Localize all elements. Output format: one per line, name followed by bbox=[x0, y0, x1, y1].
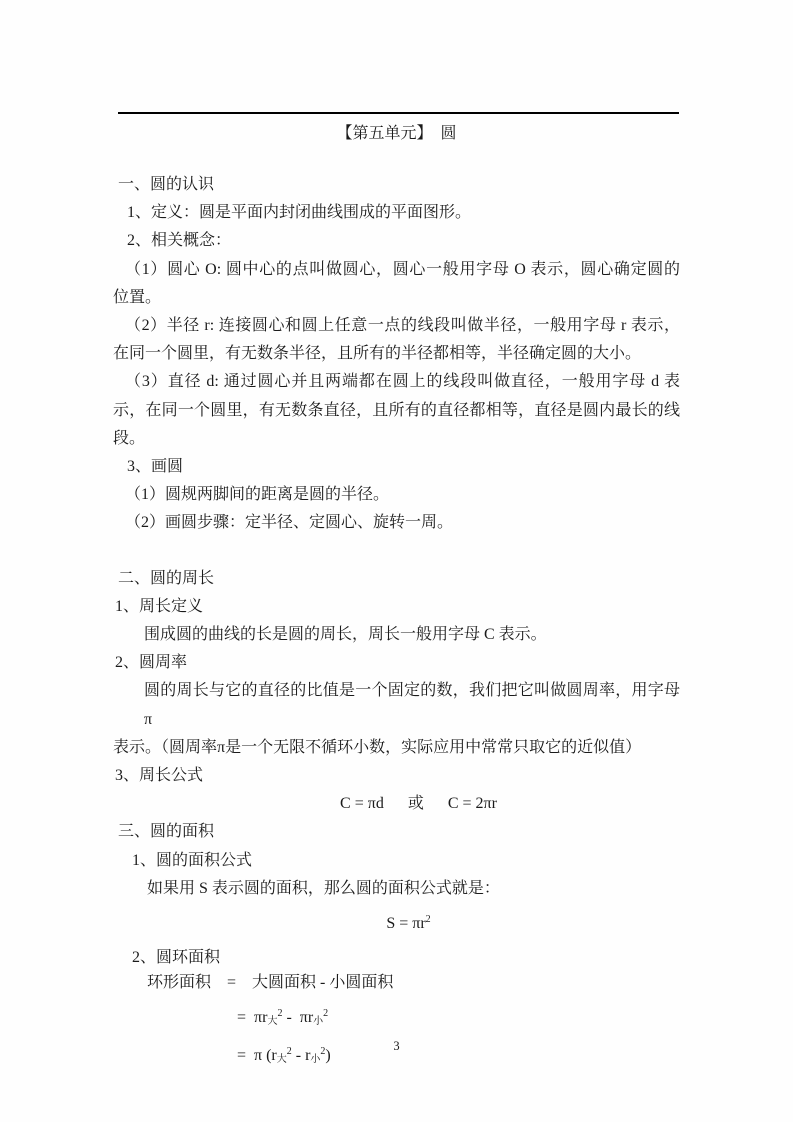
text-line: 围成圆的曲线的长是圆的周长，周长一般用字母 C 表示。 bbox=[144, 626, 547, 644]
text-line: （2）画圆步骤：定半径、定圆心、旋转一周。 bbox=[125, 514, 454, 532]
text-line: （3）直径 d: 通过圆心并且两端都在圆上的线段叫做直径，一般用字母 d 表 bbox=[125, 373, 680, 391]
formula-line bbox=[113, 906, 680, 938]
text-line: 2、相关概念： bbox=[127, 232, 232, 250]
text-line: 1、圆的面积公式 bbox=[132, 851, 253, 869]
formula-text: ) bbox=[325, 1046, 331, 1064]
formula-sub: 小 bbox=[313, 1015, 324, 1027]
page-number: 3 bbox=[393, 1039, 400, 1053]
text-line: 2、圆周率 bbox=[115, 654, 188, 672]
text-line: 如果用 S 表示圆的面积，那么圆的面积公式就是： bbox=[147, 879, 500, 897]
blank-line bbox=[113, 538, 680, 565]
formula-sup: 2 bbox=[277, 1007, 283, 1019]
formula-sub: 小 bbox=[310, 1053, 321, 1065]
text-line: 在同一个圆里，有无数条半径，且所有的半径都相等，半径确定圆的大小。 bbox=[113, 345, 642, 363]
text-line: 二、圆的周长 bbox=[118, 569, 215, 587]
page-title: 【第五单元】 圆 bbox=[336, 125, 457, 142]
formula-sub: 大 bbox=[276, 1053, 287, 1065]
formula-sup: 2 bbox=[320, 1045, 326, 1057]
formula-line bbox=[237, 1000, 680, 1036]
text-line: 一、圆的认识 bbox=[118, 176, 215, 193]
header-rule bbox=[118, 112, 679, 114]
text-line: 环形面积 = 大圆面积 - 小圆面积 bbox=[147, 974, 394, 992]
formula-text: - πr bbox=[282, 1008, 314, 1026]
text-line: （1）圆心 O: 圆中心的点叫做圆心，圆心一般用字母 O 表示，圆心确定圆的 bbox=[125, 260, 680, 278]
text-line: 1、周长定义 bbox=[115, 597, 204, 615]
text-line: 2、圆环面积 bbox=[132, 949, 221, 967]
formula-sup: 2 bbox=[286, 1045, 292, 1057]
text-line: 圆的周长与它的直径的比值是一个固定的数，我们把它叫做圆周率，用字母π bbox=[144, 682, 680, 728]
text-line: 三、圆的面积 bbox=[118, 823, 215, 841]
formula-text: - r bbox=[291, 1046, 311, 1064]
text-line: 1、定义：圆是平面内封闭曲线围成的平面图形。 bbox=[127, 204, 472, 222]
text-line: （1）圆规两脚间的距离是圆的半径。 bbox=[125, 486, 390, 504]
text-line: 段。 bbox=[113, 429, 146, 447]
formula-sup: 2 bbox=[323, 1007, 329, 1019]
formula-sub: 大 bbox=[267, 1015, 278, 1027]
text-line: C = πd 或 C = 2πr bbox=[340, 795, 497, 813]
text-line: 表示。（圆周率π是一个无限不循环小数，实际应用中常常只取它的近似值） bbox=[113, 738, 642, 756]
formula-text: S = πr bbox=[386, 915, 426, 933]
formula-text: = πr bbox=[237, 1008, 268, 1026]
formula-text: = π (r bbox=[237, 1046, 277, 1064]
text-line: （2）半径 r: 连接圆心和圆上任意一点的线段叫做半径，一般用字母 r 表示， bbox=[125, 317, 680, 335]
text-line: 示，在同一个圆里，有无数条直径，且所有的直径都相等，直径是圆内最长的线 bbox=[113, 401, 680, 419]
formula-sup: 2 bbox=[425, 914, 431, 926]
text-line: 3、画圆 bbox=[127, 458, 184, 476]
text-line: 位置。 bbox=[113, 288, 162, 306]
document-body bbox=[113, 171, 680, 1074]
text-line: 3、周长公式 bbox=[115, 767, 204, 785]
